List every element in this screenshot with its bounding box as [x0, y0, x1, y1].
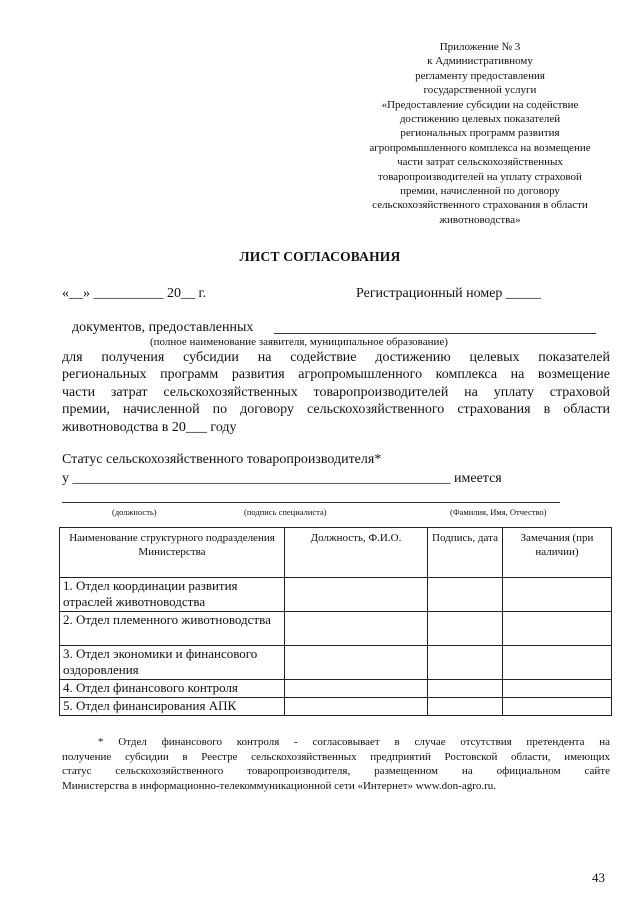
column-header-department: Наименование структурного подразделения Министерства: [60, 528, 285, 578]
appendix-line: агропромышленного комплекса на возмещение: [369, 141, 591, 154]
appendix-line: государственной услуги: [423, 84, 537, 97]
footnote: [62, 735, 610, 793]
signature-cell: [428, 646, 503, 680]
signature-cell: [428, 698, 503, 716]
purpose-line: региональных программ развития агропромышленного комплекса на возмещение: [62, 367, 610, 383]
approval-table: [59, 527, 612, 716]
remarks-cell: [503, 612, 612, 646]
signature-cell: [428, 612, 503, 646]
column-header-position: Должность, Ф.И.О.: [285, 528, 428, 578]
remarks-cell: [503, 578, 612, 612]
footnote-line: статус сельскохозяйственного товаропроизводителя, размещенном на официальном сайте: [62, 765, 610, 778]
registration-number-line: Регистрационный номер _____: [356, 286, 541, 301]
applicant-caption: (полное наименование заявителя, муниципальное образование): [150, 336, 448, 348]
signature-cell: [428, 578, 503, 612]
department-cell: 1. Отдел координации развития отраслей животноводства: [60, 578, 285, 612]
status-line: у ______________________________________________________ имеется: [62, 471, 502, 486]
table-row: [60, 698, 612, 716]
appendix-line: «Предоставление субсидии на содействие: [381, 98, 579, 111]
position-cell: [285, 680, 428, 698]
footnote-line: Министерства в информационно-телекоммуникационной сети «Интернет» www.don-agro.ru.: [62, 779, 497, 792]
table-header-row: [60, 528, 612, 578]
purpose-paragraph: [62, 349, 610, 436]
appendix-line: сельскохозяйственного страхования в области: [372, 199, 588, 212]
appendix-line: премии, начисленной по договору: [400, 185, 560, 198]
department-cell: 5. Отдел финансирования АПК: [60, 698, 285, 716]
column-header-signature: Подпись, дата: [428, 528, 503, 578]
table-row: [60, 578, 612, 612]
footnote-line: получение субсидии в Реестре сельскохозяйственных предприятий Ростовской области, имеющих: [62, 750, 610, 763]
applicant-underline: [274, 333, 596, 334]
signature-caption: (подпись специалиста): [244, 507, 327, 517]
column-header-remarks: Замечания (при наличии): [503, 528, 612, 578]
date-line: «__» __________ 20__ г.: [62, 286, 207, 301]
fullname-caption: (Фамилия, Имя, Отчество): [450, 507, 547, 517]
purpose-line: части затрат сельскохозяйственных товаропроизводителей на уплату страховой: [62, 384, 610, 400]
appendix-line: товаропроизводителей на уплату страховой: [378, 170, 582, 183]
position-caption: (должность): [112, 507, 157, 517]
position-cell: [285, 698, 428, 716]
table-row: [60, 612, 612, 646]
table-row: [60, 646, 612, 680]
footnote-line: * Отдел финансового контроля - согласовывает в случае отсутствия претендента на: [98, 736, 610, 748]
signature-line: [62, 502, 560, 503]
department-cell: 2. Отдел племенного животноводства: [60, 612, 285, 646]
purpose-line: животноводства в 20___ году: [62, 419, 237, 435]
documents-label: документов, предоставленных: [72, 320, 254, 335]
purpose-line: для получения субсидии на содействие достижению целевых показателей: [62, 350, 610, 365]
signature-cell: [428, 680, 503, 698]
appendix-line: достижению целевых показателей: [399, 113, 561, 126]
status-label: Статус сельскохозяйственного товаропроизводителя*: [62, 452, 382, 467]
appendix-line: Приложение № 3: [439, 41, 521, 53]
appendix-line: животноводства»: [439, 213, 521, 226]
appendix-line: регламенту предоставления: [415, 69, 545, 82]
position-cell: [285, 646, 428, 680]
appendix-line: региональных программ развития: [400, 127, 560, 140]
appendix-line: части затрат сельскохозяйственных: [397, 156, 563, 169]
appendix-line: к Административному: [427, 55, 533, 68]
page-number: 43: [592, 870, 605, 885]
table-row: [60, 680, 612, 698]
page-title: ЛИСТ СОГЛАСОВАНИЯ: [239, 249, 401, 264]
purpose-line: премии, начисленной по договору сельскохозяйственного страхования в области: [62, 402, 610, 418]
appendix-header: [330, 40, 630, 227]
position-cell: [285, 578, 428, 612]
department-cell: 3. Отдел экономики и финансового оздоровления: [60, 646, 285, 680]
position-cell: [285, 612, 428, 646]
remarks-cell: [503, 680, 612, 698]
remarks-cell: [503, 698, 612, 716]
remarks-cell: [503, 646, 612, 680]
department-cell: 4. Отдел финансового контроля: [60, 680, 285, 698]
